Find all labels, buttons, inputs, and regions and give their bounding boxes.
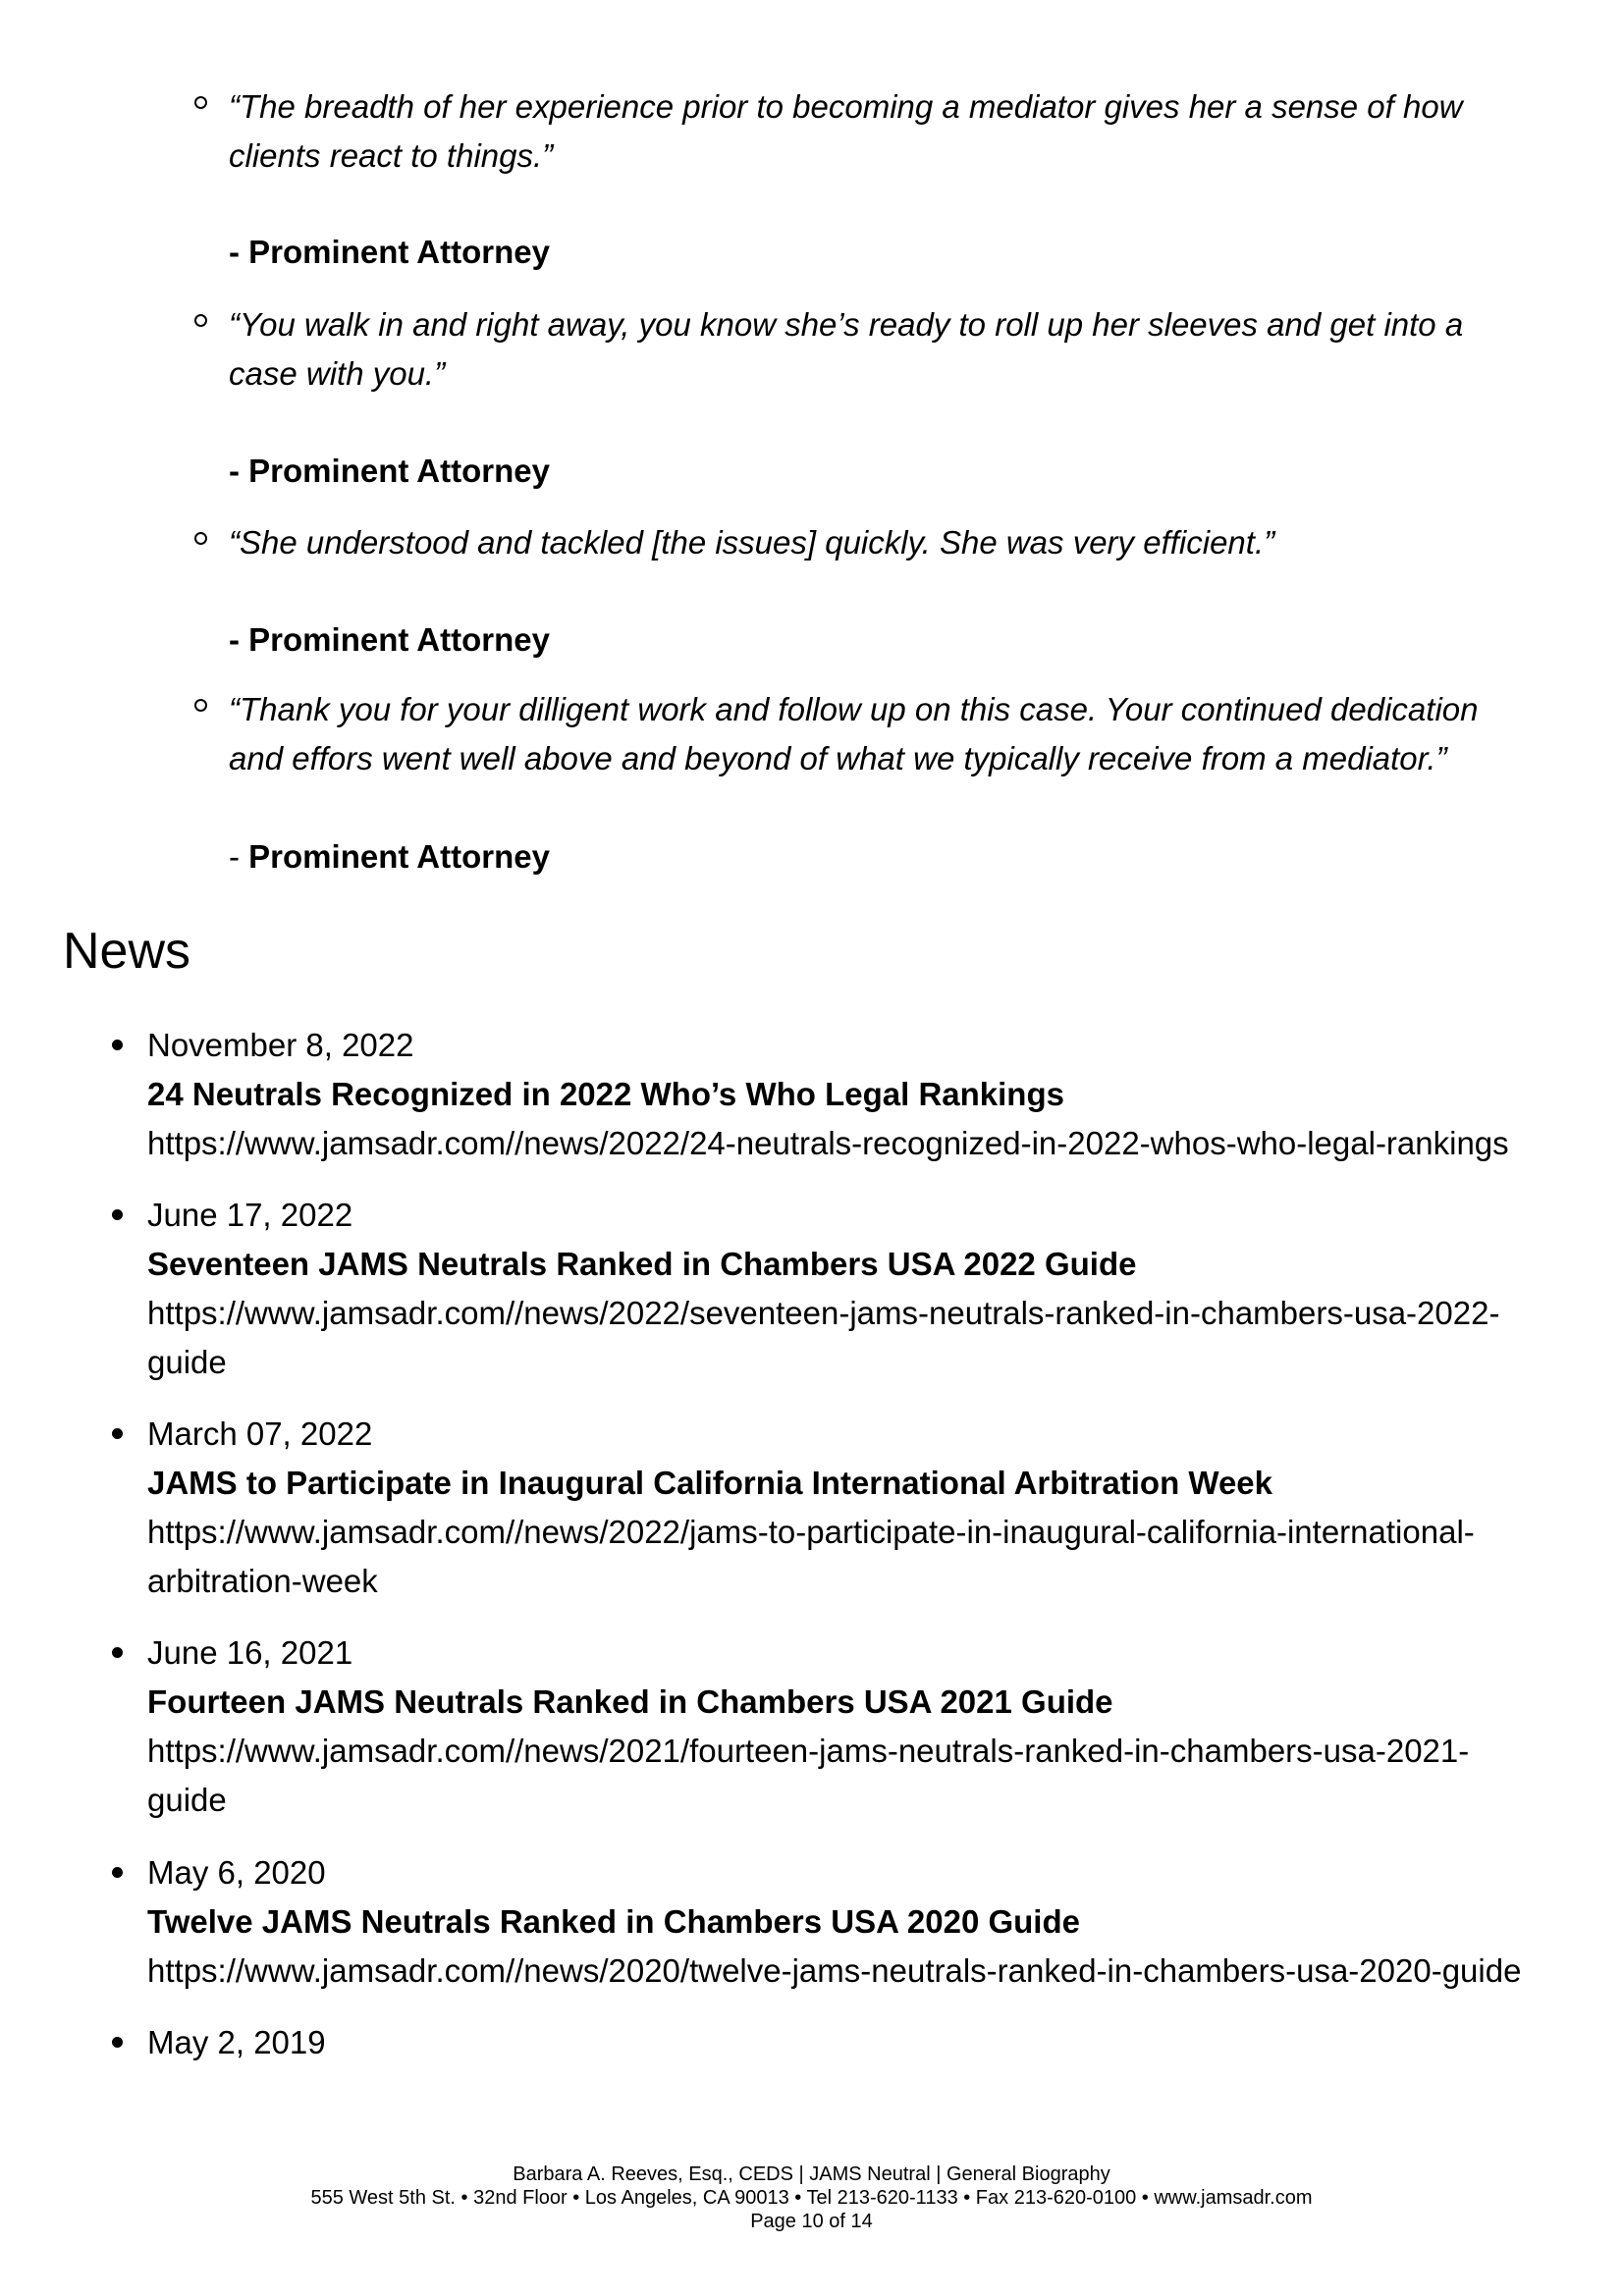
bullet-icon (112, 1209, 123, 1220)
testimonial-attribution: - Prominent Attorney (229, 234, 550, 270)
news-headline: Seventeen JAMS Neutrals Ranked in Chambers USA 2022 Guide (147, 1246, 1137, 1282)
hollow-bullet-icon (194, 532, 207, 545)
hollow-bullet-icon (194, 314, 207, 327)
footer-title: Barbara A. Reeves, Esq., CEDS | JAMS Neutral | General Biography (513, 2163, 1110, 2185)
bullet-icon (112, 1040, 123, 1050)
testimonial-quote: “The breadth of her experience prior to becoming a mediator gives her a sense of how clients react to things.” (229, 88, 1463, 174)
bullet-icon (112, 1428, 123, 1439)
news-headline: Twelve JAMS Neutrals Ranked in Chambers USA 2020 Guide (147, 1903, 1080, 1940)
testimonial-quote: “She understood and tackled [the issues] quickly. She was very efficient.” (229, 524, 1275, 561)
testimonial-quote: “Thank you for your dilligent work and follow up on this case. Your continued dedication and effors went well above and beyond of what we typically receive from a mediator.” (229, 691, 1479, 776)
news-date: May 6, 2020 (147, 1854, 326, 1891)
bullet-icon (112, 1647, 123, 1658)
hollow-bullet-icon (194, 699, 207, 712)
news-headline: 24 Neutrals Recognized in 2022 Who’s Who Legal Rankings (147, 1076, 1064, 1112)
news-date: November 8, 2022 (147, 1027, 414, 1063)
news-headline: Fourteen JAMS Neutrals Ranked in Chambers USA 2021 Guide (147, 1683, 1113, 1720)
footer-address: 555 West 5th St. • 32nd Floor • Los Angeles, CA 90013 • Tel 213-620-1133 • Fax 213-620-0100 • www.jamsadr.com (310, 2187, 1313, 2209)
news-section-title: News (63, 923, 191, 980)
page-footer (0, 2163, 1623, 2233)
news-url[interactable]: https://www.jamsadr.com//news/2022/seventeen-jams-neutrals-ranked-in-chambers-usa-2022- guide (147, 1295, 1500, 1380)
testimonial-attribution: - Prominent Attorney (229, 838, 550, 875)
testimonial-attribution: - Prominent Attorney (229, 621, 550, 658)
bullet-icon (112, 1867, 123, 1878)
news-url[interactable]: https://www.jamsadr.com//news/2022/jams-to-participate-in-inaugural-california-international- arbitration-week (147, 1514, 1475, 1599)
news-date: June 17, 2022 (147, 1197, 353, 1233)
page-number: Page 10 of 14 (750, 2211, 873, 2232)
news-url[interactable]: https://www.jamsadr.com//news/2022/24-neutrals-recognized-in-2022-whos-who-legal-rankings (147, 1125, 1509, 1161)
testimonial-quote: “You walk in and right away, you know she’s ready to roll up her sleeves and get into a case with you.” (229, 306, 1464, 392)
news-date: June 16, 2021 (147, 1634, 353, 1671)
news-date: March 07, 2022 (147, 1415, 373, 1452)
bullet-icon (112, 2037, 123, 2048)
hollow-bullet-icon (194, 96, 207, 109)
news-date: May 2, 2019 (147, 2024, 326, 2060)
news-headline: JAMS to Participate in Inaugural California International Arbitration Week (147, 1465, 1273, 1501)
news-url[interactable]: https://www.jamsadr.com//news/2020/twelve-jams-neutrals-ranked-in-chambers-usa-2020-guide (147, 1952, 1522, 1989)
news-url[interactable]: https://www.jamsadr.com//news/2021/fourteen-jams-neutrals-ranked-in-chambers-usa-2021- guide (147, 1733, 1470, 1818)
testimonial-attribution: - Prominent Attorney (229, 453, 550, 489)
